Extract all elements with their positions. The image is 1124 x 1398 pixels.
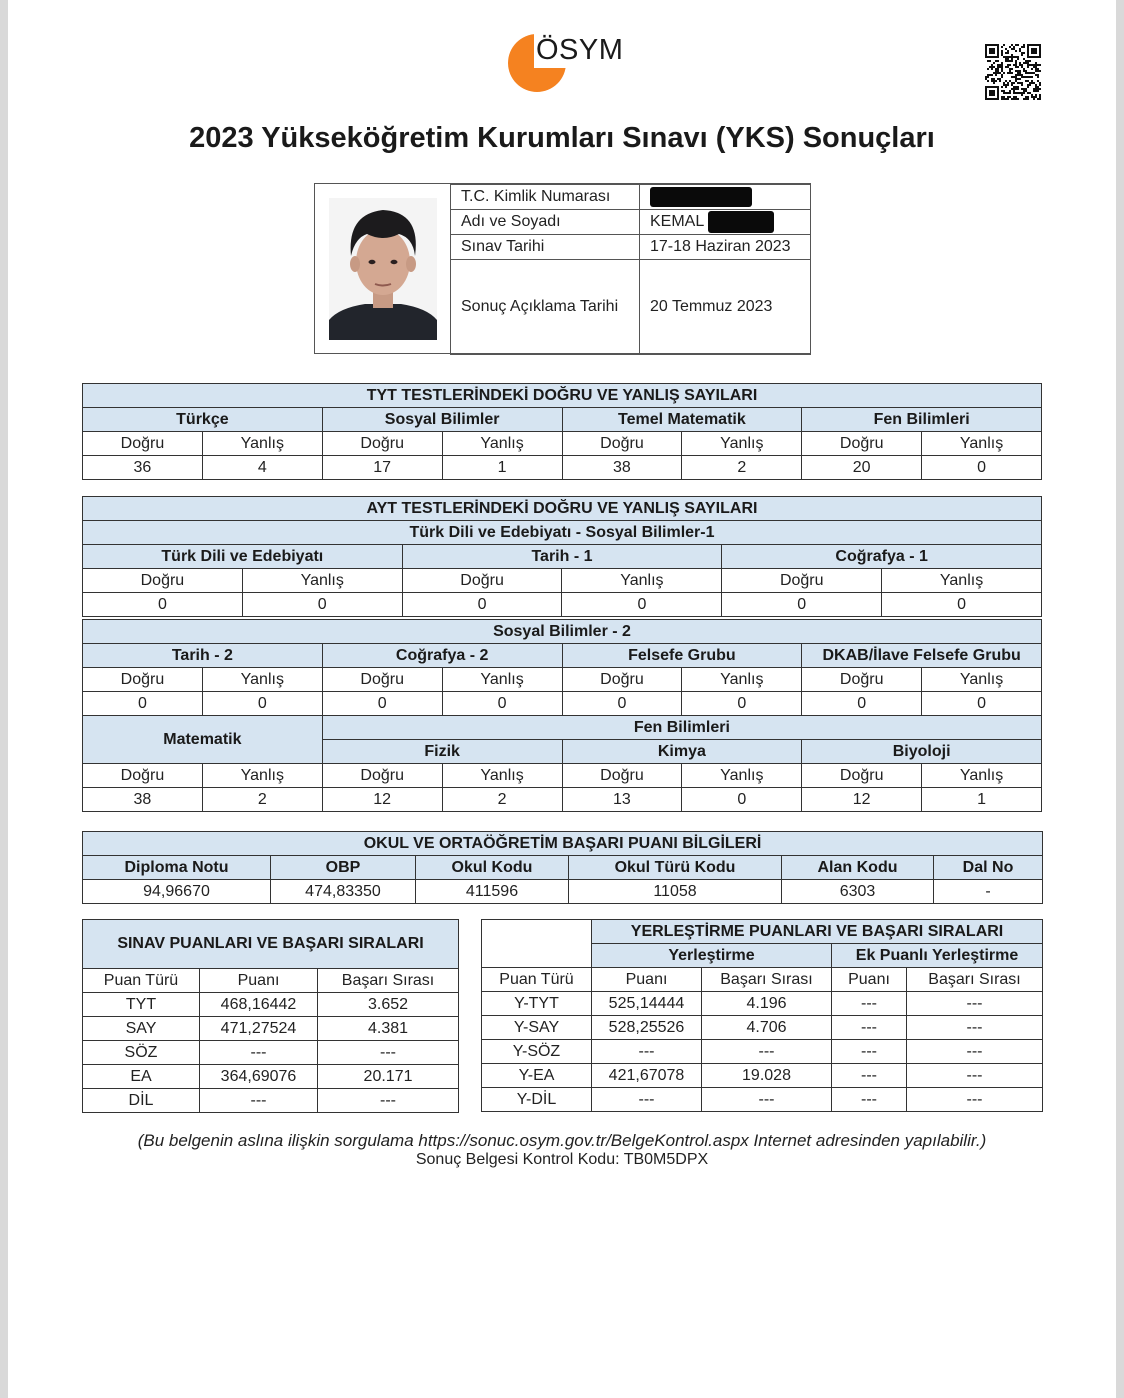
sinav-cell: --- [318, 1089, 459, 1113]
sinav-cell: 471,27524 [200, 1017, 318, 1041]
yerlestirme-cell: --- [907, 992, 1043, 1016]
dogru-label: Doğru [722, 569, 882, 593]
yerlestirme-cell: --- [592, 1040, 702, 1064]
tyt-subject: Sosyal Bilimler [322, 408, 562, 432]
okul-value: 6303 [782, 880, 934, 904]
yanlis-label: Yanlış [922, 432, 1042, 456]
name-value: KEMAL [650, 213, 704, 231]
qr-code-icon [985, 44, 1041, 100]
ayt-subject: Coğrafya - 2 [322, 644, 562, 668]
ayt-subject: Kimya [562, 740, 802, 764]
yanlis-label: Yanlış [682, 668, 802, 692]
dogru-label: Doğru [322, 432, 442, 456]
sinav-cell: SAY [83, 1017, 200, 1041]
yanlis-value: 4 [202, 456, 322, 480]
redaction-mark [708, 211, 774, 233]
sinav-header: Başarı Sırası [318, 969, 459, 993]
yanlis-label: Yanlış [562, 569, 722, 593]
dogru-value: 13 [562, 788, 682, 812]
okul-table [82, 831, 1043, 904]
sinav-header: Puan Türü [83, 969, 200, 993]
ayt-subject: Tarih - 1 [402, 545, 722, 569]
yerlestirme-cell: Y-SÖZ [482, 1040, 592, 1064]
sinav-cell: TYT [83, 993, 200, 1017]
candidate-info-box [314, 183, 811, 354]
sinav-cell: SÖZ [83, 1041, 200, 1065]
tc-label: T.C. Kimlik Numarası [451, 185, 640, 210]
yanlis-label: Yanlış [202, 432, 322, 456]
dogru-label: Doğru [83, 668, 203, 692]
sinav-cell: EA [83, 1065, 200, 1089]
yerlestirme-cell: --- [832, 992, 907, 1016]
yerlestirme-cell: 525,14444 [592, 992, 702, 1016]
ayt-group1-title: Türk Dili ve Edebiyatı - Sosyal Bilimler-1 [83, 521, 1042, 545]
ayt-title: AYT TESTLERİNDEKİ DOĞRU VE YANLIŞ SAYILARI [83, 497, 1042, 521]
yerlestirme-cell: Y-SAY [482, 1016, 592, 1040]
yanlis-label: Yanlış [682, 432, 802, 456]
yerlestirme-header: Başarı Sırası [702, 968, 832, 992]
yerlestirme-header: Puanı [592, 968, 702, 992]
okul-header: Okul Türü Kodu [569, 856, 782, 880]
yerlestirme-cell: 421,67078 [592, 1064, 702, 1088]
yerlestirme-title: YERLEŞTİRME PUANLARI VE BAŞARI SIRALARI [592, 920, 1043, 944]
tyt-table [82, 383, 1042, 480]
dogru-value: 17 [322, 456, 442, 480]
ayt-table-group1 [82, 496, 1042, 617]
yanlis-value: 0 [922, 692, 1042, 716]
sinav-header: Puanı [200, 969, 318, 993]
dogru-label: Doğru [83, 569, 243, 593]
result-date-label: Sonuç Açıklama Tarihi [451, 260, 640, 355]
yanlis-value: 2 [682, 456, 802, 480]
yanlis-label: Yanlış [242, 569, 402, 593]
sinav-cell: --- [200, 1041, 318, 1065]
yerlestirme-sub: Yerleştirme [592, 944, 832, 968]
ayt-subject: Türk Dili ve Edebiyatı [83, 545, 403, 569]
logo-text: ÖSYM [536, 34, 624, 66]
yerlestirme-cell: --- [907, 1016, 1043, 1040]
yanlis-label: Yanlış [202, 668, 322, 692]
redaction-mark [650, 187, 752, 207]
dogru-label: Doğru [402, 569, 562, 593]
result-document [8, 0, 1116, 1398]
okul-header: OBP [271, 856, 416, 880]
exam-date-value: 17-18 Haziran 2023 [640, 235, 811, 260]
yanlis-value: 2 [202, 788, 322, 812]
okul-value: 411596 [416, 880, 569, 904]
yanlis-value: 2 [442, 788, 562, 812]
tyt-subject: Temel Matematik [562, 408, 802, 432]
dogru-value: 0 [322, 692, 442, 716]
yanlis-label: Yanlış [922, 668, 1042, 692]
yanlis-value: 0 [442, 692, 562, 716]
sinav-cell: 20.171 [318, 1065, 459, 1089]
dogru-label: Doğru [562, 668, 682, 692]
okul-header: Dal No [934, 856, 1043, 880]
yanlis-value: 0 [882, 593, 1042, 617]
yanlis-value: 0 [682, 692, 802, 716]
yerlestirme-cell: --- [832, 1016, 907, 1040]
ayt-table-group2 [82, 619, 1042, 812]
yerlestirme-cell: 4.706 [702, 1016, 832, 1040]
tc-value [640, 185, 811, 210]
dogru-value: 0 [402, 593, 562, 617]
dogru-label: Doğru [562, 764, 682, 788]
okul-value: 94,96670 [83, 880, 271, 904]
yerlestirme-cell: --- [907, 1040, 1043, 1064]
exam-date-label: Sınav Tarihi [451, 235, 640, 260]
yerlestirme-table [481, 919, 1043, 1112]
ayt-subject: Biyoloji [802, 740, 1042, 764]
ayt-subject: Fizik [322, 740, 562, 764]
tyt-subject: Türkçe [83, 408, 323, 432]
dogru-value: 0 [562, 692, 682, 716]
yerlestirme-header: Puanı [832, 968, 907, 992]
dogru-value: 20 [802, 456, 922, 480]
yanlis-value: 0 [202, 692, 322, 716]
yanlis-value: 1 [922, 788, 1042, 812]
okul-value: 474,83350 [271, 880, 416, 904]
sinav-title: SINAV PUANLARI VE BAŞARI SIRALARI [83, 920, 459, 969]
yerlestirme-cell: --- [702, 1088, 832, 1112]
yerlestirme-header: Puan Türü [482, 968, 592, 992]
dogru-label: Doğru [83, 432, 203, 456]
sinav-table [82, 919, 459, 1113]
ayt-subject: Tarih - 2 [83, 644, 323, 668]
yerlestirme-cell: 4.196 [702, 992, 832, 1016]
yerlestirme-cell: --- [702, 1040, 832, 1064]
dogru-value: 12 [322, 788, 442, 812]
yanlis-label: Yanlış [682, 764, 802, 788]
dogru-value: 12 [802, 788, 922, 812]
dogru-label: Doğru [802, 432, 922, 456]
candidate-table [450, 184, 811, 355]
dogru-label: Doğru [322, 764, 442, 788]
yanlis-label: Yanlış [202, 764, 322, 788]
yanlis-label: Yanlış [442, 432, 562, 456]
ayt-group2-title: Sosyal Bilimler - 2 [83, 620, 1042, 644]
sinav-cell: 364,69076 [200, 1065, 318, 1089]
yerlestirme-cell: --- [592, 1088, 702, 1112]
yerlestirme-cell: --- [907, 1088, 1043, 1112]
dogru-value: 0 [83, 692, 203, 716]
yerlestirme-cell: Y-TYT [482, 992, 592, 1016]
yerlestirme-cell: 19.028 [702, 1064, 832, 1088]
dogru-value: 38 [83, 788, 203, 812]
page-title: 2023 Yükseköğretim Kurumları Sınavı (YKS) Sonuçları [189, 122, 935, 154]
name-label: Adı ve Soyadı [451, 210, 640, 235]
ayt-subject: Felsefe Grubu [562, 644, 802, 668]
yanlis-label: Yanlış [442, 764, 562, 788]
yanlis-value: 0 [682, 788, 802, 812]
yanlis-label: Yanlış [882, 569, 1042, 593]
okul-header: Diploma Notu [83, 856, 271, 880]
verification-note: (Bu belgenin aslına ilişkin sorgulama https://sonuc.osym.gov.tr/BelgeKontrol.aspx Internet adresinden yapılabilir.) [137, 1131, 987, 1150]
sinav-cell: --- [318, 1041, 459, 1065]
yanlis-value: 0 [922, 456, 1042, 480]
dogru-label: Doğru [802, 764, 922, 788]
dogru-label: Doğru [802, 668, 922, 692]
ayt-subject: DKAB/İlave Felsefe Grubu [802, 644, 1042, 668]
tyt-title: TYT TESTLERİNDEKİ DOĞRU VE YANLIŞ SAYILARI [83, 384, 1042, 408]
yanlis-label: Yanlış [922, 764, 1042, 788]
yerlestirme-cell: --- [832, 1064, 907, 1088]
yanlis-label: Yanlış [442, 668, 562, 692]
dogru-value: 0 [722, 593, 882, 617]
yerlestirme-header: Başarı Sırası [907, 968, 1043, 992]
osym-logo [500, 28, 640, 96]
yanlis-value: 0 [242, 593, 402, 617]
sinav-cell: --- [200, 1089, 318, 1113]
okul-value: 11058 [569, 880, 782, 904]
okul-value: - [934, 880, 1043, 904]
sinav-cell: 3.652 [318, 993, 459, 1017]
tyt-subject: Fen Bilimleri [802, 408, 1042, 432]
dogru-value: 36 [83, 456, 203, 480]
yerlestirme-corner [482, 920, 592, 968]
sinav-cell: DİL [83, 1089, 200, 1113]
yerlestirme-cell: Y-DİL [482, 1088, 592, 1112]
ayt-fen-title: Fen Bilimleri [322, 716, 1041, 740]
name-cell [640, 210, 811, 235]
sinav-cell: 468,16442 [200, 993, 318, 1017]
yanlis-value: 1 [442, 456, 562, 480]
yanlis-value: 0 [562, 593, 722, 617]
yerlestirme-cell: --- [907, 1064, 1043, 1088]
yerlestirme-cell: Y-EA [482, 1064, 592, 1088]
okul-header: Okul Kodu [416, 856, 569, 880]
candidate-photo [329, 198, 437, 340]
yerlestirme-cell: --- [832, 1088, 907, 1112]
ayt-subject: Coğrafya - 1 [722, 545, 1042, 569]
dogru-value: 0 [802, 692, 922, 716]
ayt-matematik-name: Matematik [83, 716, 323, 764]
yerlestirme-cell: 528,25526 [592, 1016, 702, 1040]
control-code: Sonuç Belgesi Kontrol Kodu: TB0M5DPX [415, 1151, 709, 1168]
dogru-label: Doğru [562, 432, 682, 456]
sinav-cell: 4.381 [318, 1017, 459, 1041]
dogru-value: 38 [562, 456, 682, 480]
okul-title: OKUL VE ORTAÖĞRETİM BAŞARI PUANI BİLGİLERİ [83, 832, 1043, 856]
dogru-value: 0 [83, 593, 243, 617]
yerlestirme-cell: --- [832, 1040, 907, 1064]
dogru-label: Doğru [83, 764, 203, 788]
dogru-label: Doğru [322, 668, 442, 692]
okul-header: Alan Kodu [782, 856, 934, 880]
result-date-value: 20 Temmuz 2023 [640, 260, 811, 355]
yerlestirme-sub: Ek Puanlı Yerleştirme [832, 944, 1043, 968]
